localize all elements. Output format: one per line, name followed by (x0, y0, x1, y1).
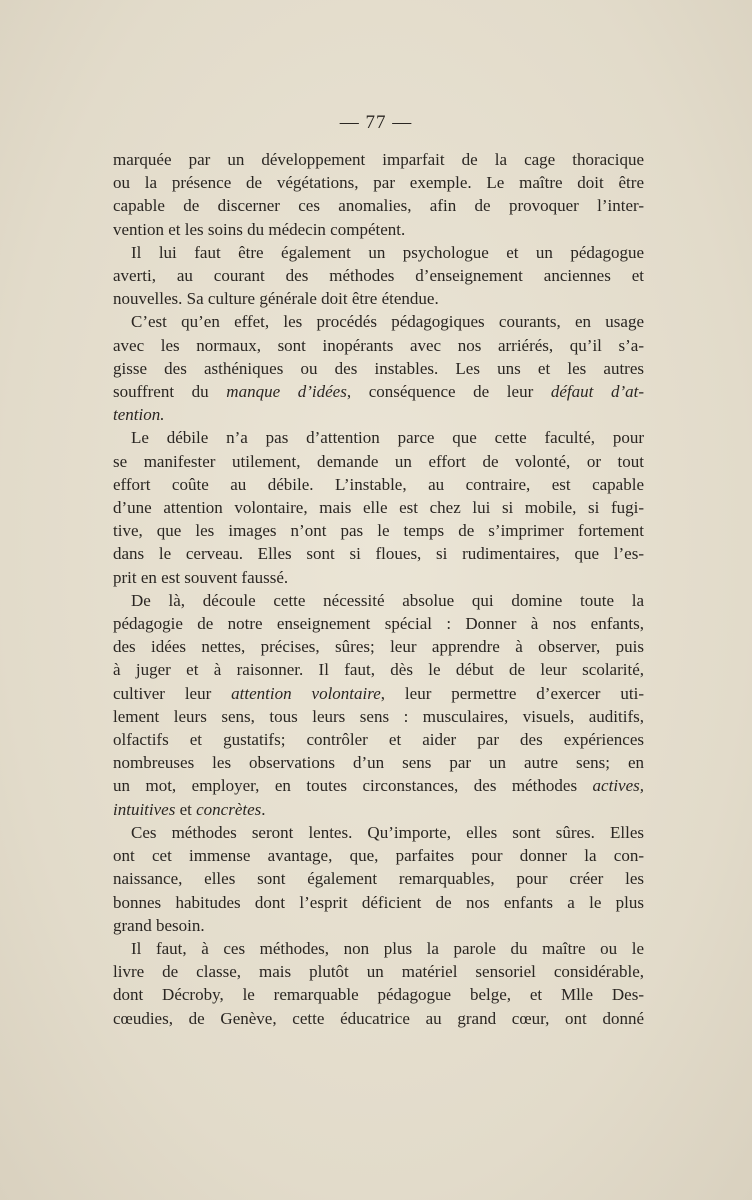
text-line: cœudies, de Genève, cette éducatrice au grand cœur, ont donné (113, 1008, 644, 1028)
text-run: cultiver leur (113, 683, 232, 703)
text-line: De là, découle cette nécessité absolue qui domine toute la (131, 590, 644, 610)
text-line: prit en est souvent faussé. (113, 567, 289, 587)
text-line (113, 774, 644, 797)
text-line: d’une attention volontaire, mais elle est chez lui si mobile, si fugi- (113, 498, 644, 518)
text-line: Ces méthodes seront lentes. Qu’importe, elles sont sûres. Elles (131, 822, 644, 842)
italic-text: concrètes (196, 799, 262, 819)
text-line: gisse des asthéniques ou des instables. Les uns et les autres (113, 358, 644, 378)
text-line: C’est qu’en effet, les procédés pédagogiques courants, en usage (131, 312, 644, 332)
paragraph (113, 310, 644, 426)
text-line: livre de classe, mais plutôt un matériel sensoriel considérable, (113, 962, 644, 982)
paragraph (113, 148, 644, 241)
text-run: un mot, employer, en toutes circonstances, des méthodes (113, 776, 593, 796)
text-line (113, 682, 644, 705)
text-line (113, 403, 644, 426)
text-line: nouvelles. Sa culture générale doit être étendue. (113, 289, 439, 309)
text-line: naissance, elles sont également remarquables, pour créer les (113, 869, 644, 889)
text-run: , leur permettre d’exercer uti- (380, 683, 644, 703)
paragraph (113, 821, 644, 937)
text-line: averti, au courant des méthodes d’enseignement anciennes et (113, 266, 644, 286)
text-line: Il faut, à ces méthodes, non plus la parole du maître ou le (131, 938, 644, 958)
text-line (113, 380, 644, 403)
text-line: dans le cerveau. Elles sont si floues, si rudimentaires, que l’es- (113, 544, 644, 564)
text-line: vention et les soins du médecin compétent. (113, 219, 406, 239)
text-line: Le débile n’a pas d’attention parce que cette faculté, pour (131, 428, 644, 448)
paragraph (113, 426, 644, 588)
text-run: . (261, 799, 266, 819)
text-line: tive, que les images n’ont pas le temps de s’imprimer fortement (113, 521, 644, 541)
italic-text: actives, (592, 776, 644, 796)
text-line: olfactifs et gustatifs; contrôler et aider par des expériences (113, 730, 644, 750)
text-line: nombreuses les observations d’un sens par un autre sens; en (113, 753, 644, 773)
text-line: marquée par un développement imparfait de la cage thoracique (113, 150, 644, 169)
text-line: grand besoin. (113, 915, 205, 935)
italic-text: attention volontaire (231, 683, 381, 703)
italic-text: défaut d’at- (550, 382, 644, 402)
paragraph (113, 241, 644, 311)
text-line: effort coûte au débile. L’instable, au contraire, est capable (113, 474, 644, 494)
text-line: ou la présence de végétations, par exemple. Le maître doit être (113, 173, 644, 193)
text-line: capable de discerner ces anomalies, afin de provoquer l’inter- (113, 196, 644, 216)
text-line: Il lui faut être également un psychologue et un pédagogue (131, 242, 644, 262)
paragraph (113, 589, 644, 821)
text-line (113, 798, 644, 821)
text-line: à juger et à raisonner. Il faut, dès le début de leur scolarité, (113, 660, 644, 680)
paragraph (113, 937, 644, 1030)
page-number: — 77 — (339, 112, 413, 133)
text-line: pédagogie de notre enseignement spécial : Donner à nos enfants, (113, 614, 644, 634)
text-line: ont cet immense avantage, que, parfaites pour donner la con- (113, 846, 644, 866)
text-run: et (175, 799, 197, 819)
italic-text: intuitives (113, 799, 176, 819)
text-line: bonnes habitudes dont l’esprit déficient de nos enfants a le plus (113, 892, 644, 912)
text-run: souffrent du (113, 382, 227, 402)
italic-text: tention. (113, 405, 165, 425)
text-line: dont Décroby, le remarquable pédagogue belge, et Mlle Des- (113, 985, 644, 1005)
text-line: avec les normaux, sont inopérants avec nos arriérés, qu’il s’a- (113, 335, 644, 355)
text-line: lement leurs sens, tous leurs sens : musculaires, visuels, auditifs, (113, 706, 644, 726)
text-run: , conséquence de leur (346, 382, 551, 402)
text-line: des idées nettes, précises, sûres; leur apprendre à observer, puis (113, 637, 644, 657)
italic-text: manque d’idées (226, 382, 347, 402)
text-line: se manifester utilement, demande un effort de volonté, or tout (113, 451, 644, 471)
body-text (113, 148, 644, 1030)
